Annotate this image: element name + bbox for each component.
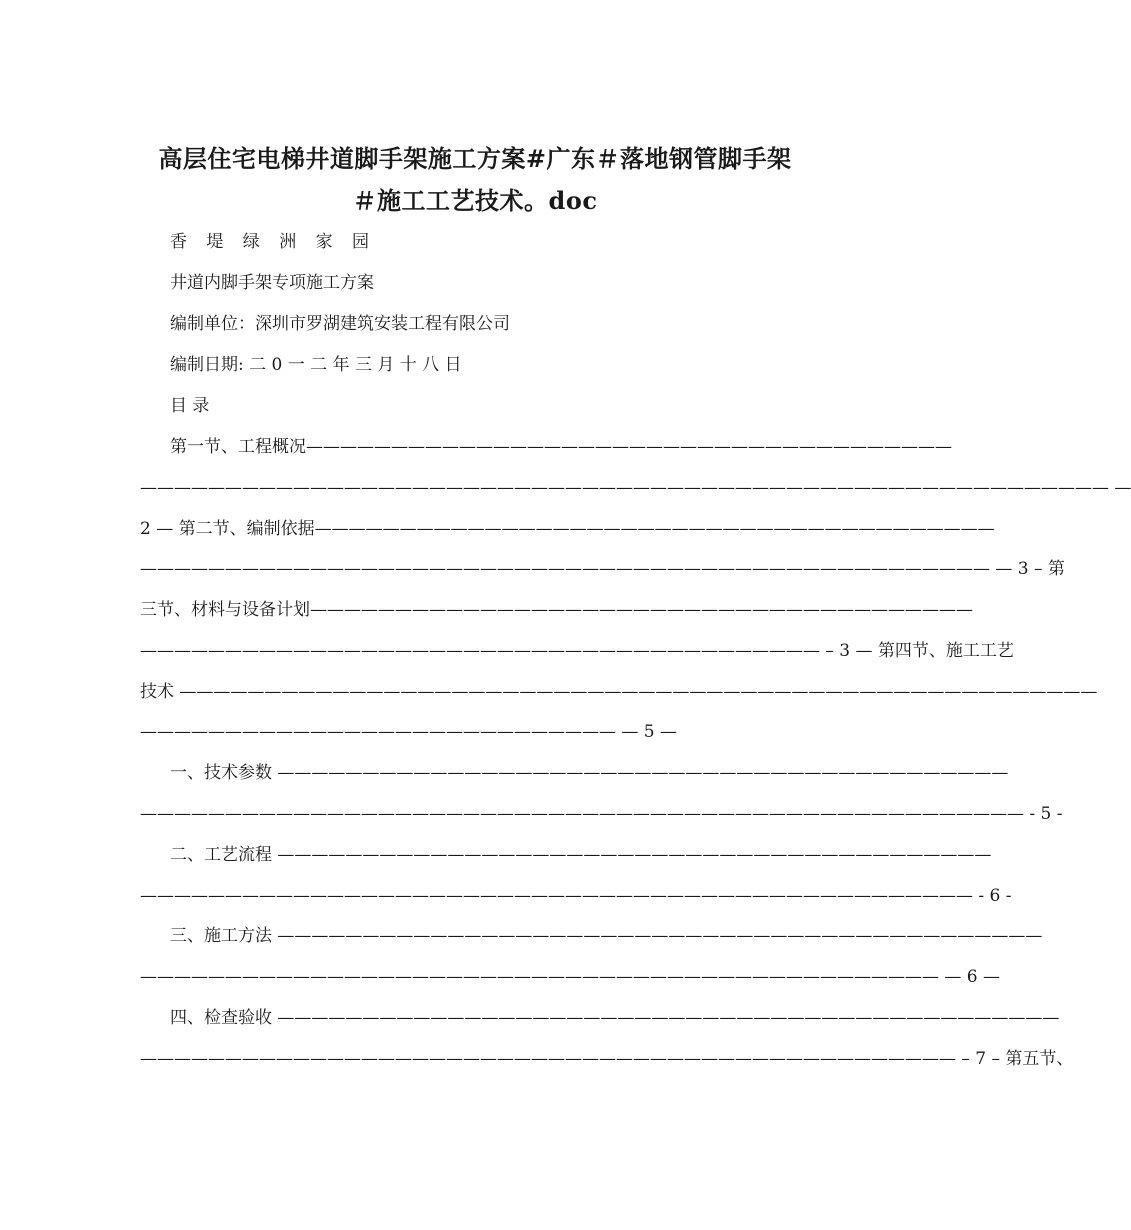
- toc-line: —————————————————————————————————————————————————— — 3 – 第: [140, 559, 1065, 579]
- toc-line: 三、施工方法 —————————————————————————————————————————————: [170, 926, 1043, 946]
- toc-line: 二、工艺流程 ——————————————————————————————————————————: [170, 845, 992, 865]
- toc-line: ——————————————————————————————————————————————— — 6 —: [140, 967, 1001, 987]
- project-name: 香 堤 绿 洲 家 园: [170, 232, 377, 252]
- title-line-2: ＃施工工艺技术。doc: [352, 186, 598, 215]
- toc-line: 2 — 第二节、编制依据————————————————————————————————————————: [140, 519, 995, 539]
- toc-line: ———————————————————————————————————————————————— – 7 – 第五节、: [140, 1049, 1074, 1069]
- date-line: 编制日期: 二 0 一 二 年 三 月 十 八 日: [170, 355, 462, 375]
- document-title: [140, 138, 810, 222]
- toc-line: ———————————————————————————————————————— – 3 — 第四节、施工工艺: [140, 641, 1014, 661]
- title-line-1: 高层住宅电梯井道脚手架施工方案#广东＃落地钢管脚手架: [158, 144, 792, 173]
- compiler-line: 编制单位：深圳市罗湖建筑安装工程有限公司: [170, 314, 510, 334]
- toc-line: ————————————————————————————————————————————————————————— —: [140, 478, 1131, 498]
- toc-line: 技术 ——————————————————————————————————————————————————————: [140, 682, 1098, 702]
- toc-line: ———————————————————————————— — 5 —: [140, 722, 678, 742]
- toc-line: ———————————————————————————————————————————————————— - 5 -: [140, 804, 1063, 824]
- plan-name: 井道内脚手架专项施工方案: [170, 273, 374, 293]
- toc-line: 一、技术参数 ———————————————————————————————————————————: [170, 763, 1009, 783]
- toc-line: ————————————————————————————————————————————————— - 6 -: [140, 886, 1012, 906]
- toc-heading: 目 录: [170, 396, 210, 416]
- toc-line: 三节、材料与设备计划———————————————————————————————————————: [140, 600, 973, 620]
- toc-line: 四、检查验收 ——————————————————————————————————————————————: [170, 1008, 1060, 1028]
- toc-line: 第一节、工程概况——————————————————————————————————————: [170, 437, 952, 457]
